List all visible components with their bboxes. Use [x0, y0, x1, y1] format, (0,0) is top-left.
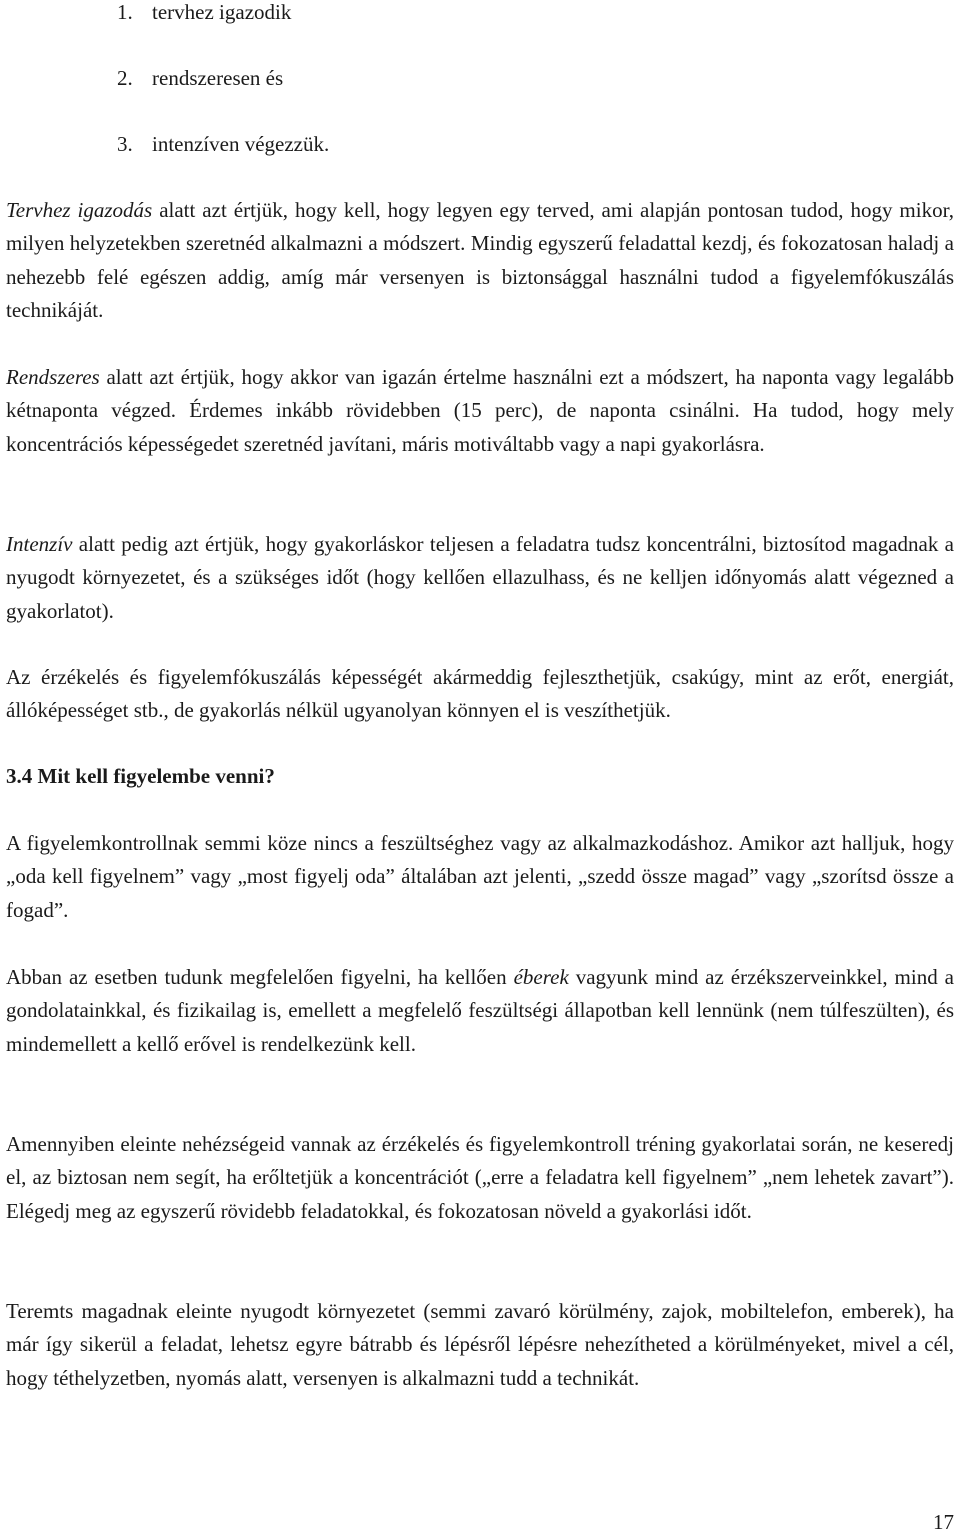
paragraph-intenziv [6, 528, 954, 628]
paragraph-text: alatt azt értjük, hogy akkor van igazán értelme használni ezt a módszert, ha naponta vagy legalább kétnaponta végzed. Érdemes inkább rövidebben (15 perc), de naponta csinálni. Ha tudod, hogy mely koncentrációs képességedet szeretnéd javítani, máris motiváltabb vagy a napi gyakorlásra. [6, 365, 954, 456]
list-item-number: 3. [117, 132, 133, 156]
paragraph-text: Abban az esetben tudunk megfelelően figyelni, ha kellően [6, 965, 514, 989]
list-item-text: intenzíven végezzük. [152, 132, 330, 156]
paragraph-lead-term: Tervhez igazodás [6, 198, 153, 222]
list-item-number: 1. [117, 0, 133, 24]
paragraph-eberseg [6, 961, 954, 1061]
paragraph-text: vagyunk mind az érzékszerveinkkel, mind a gondolatainkkal, és fizikailag is, emellett a megfelelő feszültségi állapotban kell lennünk (nem túlfeszülten), és mindemellett a kellő erővel is rendelkezünk kell. [6, 965, 954, 1056]
paragraph-lead-term: Rendszeres [6, 365, 100, 389]
paragraph-emphasis: éberek [513, 965, 569, 989]
list-item [117, 0, 291, 24]
paragraph-text: alatt azt értjük, hogy kell, hogy legyen egy terved, ami alapján pontosan tudod, hogy mikor, milyen helyzetekben szeretnéd alkalmazni a módszert. Mindig egyszerű feladattal kezdj, és fokozatosan haladj a nehezebb felé egészen addig, amíg már versenyen is biztonsággal használni tudod a figyelemfókuszálás technikáját. [6, 198, 954, 323]
list-item-number: 2. [117, 66, 133, 90]
paragraph-rendszeres [6, 361, 954, 461]
paragraph-lead-term: Intenzív [6, 532, 73, 556]
paragraph-nehezsegek: Amennyiben eleinte nehézségeid vannak az érzékelés és figyelemkontroll tréning gyakorlatai során, ne keseredj el, az biztosan nem segít, ha erőltetjük a koncentrációt („erre a feladatra kell figyelnem” „nem lehetek zavart”). Elégedj meg az egyszerű rövidebb feladatokkal, és fokozatosan növeld a gyakorlási időt. [6, 1132, 954, 1223]
section-heading: 3.4 Mit kell figyelembe venni? [6, 764, 275, 788]
paragraph-tervhez [6, 194, 954, 328]
list-item-text: rendszeresen és [152, 66, 284, 90]
list-item [117, 132, 329, 156]
paragraph-erzekeles: Az érzékelés és figyelemfókuszálás képességét akármeddig fejleszthetjük, csakúgy, mint az erőt, energiát, állóképességet stb., de gyakorlás nélkül ugyanolyan könnyen el is veszíthetjük. [6, 665, 954, 723]
paragraph-kornyezet: Teremts magadnak eleinte nyugodt környezetet (semmi zavaró körülmény, zajok, mobiltelefon, emberek), ha már így sikerül a feladat, lehetsz egyre bátrabb és lépésről lépésre nehezítheted a körülményeket, mivel a cél, hogy téthelyzetben, nyomás alatt, versenyen is alkalmazni tudd a technikát. [6, 1299, 954, 1390]
page-number: 17 [933, 1510, 954, 1534]
list-item-text: tervhez igazodik [152, 0, 292, 24]
paragraph-figyelemkontroll: A figyelemkontrollnak semmi köze nincs a feszültséghez vagy az alkalmazkodáshoz. Amikor azt halljuk, hogy „oda kell figyelnem” vagy „most figyelj oda” általában azt jelenti, „szedd össze magad” vagy „szorítsd össze a fogad”. [6, 831, 954, 922]
list-item [117, 66, 283, 90]
paragraph-text: alatt pedig azt értjük, hogy gyakorláskor teljesen a feladatra tudsz koncentrálni, biztosítod magadnak a nyugodt környezetet, és a szükséges időt (hogy kellően ellazulhass, és ne kelljen időnyomás alatt végezned a gyakorlatot). [6, 532, 954, 623]
